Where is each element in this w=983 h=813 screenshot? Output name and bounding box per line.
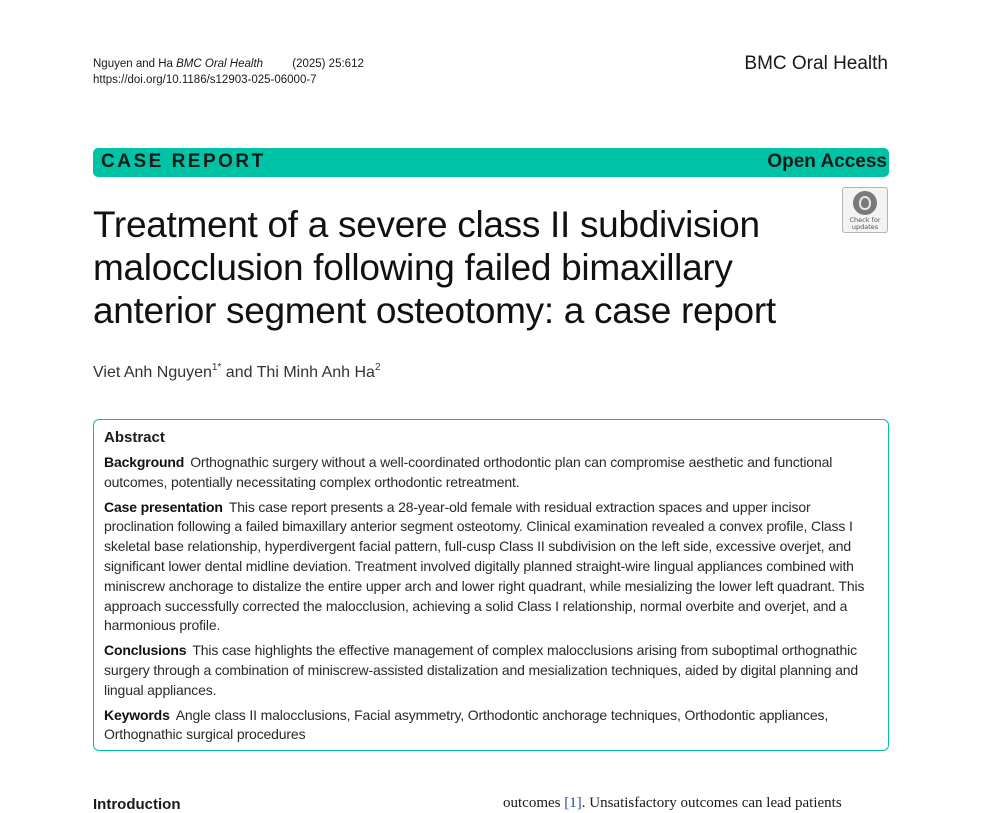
introduction-heading: Introduction	[93, 796, 181, 813]
citation-meta	[93, 56, 364, 88]
article-title: Treatment of a severe class II subdivision malocclusion following failed bimaxillary anterior segment osteotomy: a case report	[93, 204, 776, 331]
author-affiliation: 2	[374, 362, 381, 373]
intro-text-rest: . Unsatisfactory outcomes can lead patients	[581, 795, 842, 811]
journal-italic: BMC Oral Health	[176, 58, 264, 70]
background-text: Orthognathic surgery without a well-coordinated orthodontic plan can compromise aesthetic and functional outcomes, potentially necessitating complex orthodontic retreatment.	[104, 454, 833, 490]
author-list	[93, 362, 381, 382]
conclusions-text: This case highlights the effective management of complex malocclusions arising from suboptimal orthognathic surgery through a combination of miniscrew-assisted distalization and mesialization techniques, aided by digital planning and lingual appliances.	[104, 642, 859, 698]
check-for-updates-icon	[853, 191, 877, 215]
reference-link[interactable]: [1]	[564, 795, 582, 811]
abstract-box	[93, 419, 889, 751]
doi-link[interactable]: https://doi.org/10.1186/s12903-025-06000-7	[93, 74, 317, 86]
author-affiliation: 1*	[211, 362, 222, 373]
article-type-banner	[93, 148, 889, 177]
keywords-text: Angle class II malocclusions, Facial asymmetry, Orthodontic anchorage techniques, Orthodontic appliances, Orthognathic surgical procedures	[104, 706, 829, 743]
keywords-label: Keywords	[104, 706, 170, 723]
case-presentation-label: Case presentation	[104, 498, 223, 515]
article-type: CASE REPORT	[101, 151, 266, 172]
author-name[interactable]: Thi Minh Anh Ha	[256, 364, 375, 381]
author-name[interactable]: Viet Anh Nguyen	[93, 364, 212, 381]
introduction-text-col2	[503, 795, 889, 812]
check-for-updates-button[interactable]	[842, 187, 888, 233]
author-joiner: and	[221, 364, 257, 381]
intro-text-start: outcomes	[503, 795, 565, 811]
abstract-conclusions	[104, 641, 878, 700]
check-for-updates-label: Check for updates	[849, 216, 881, 231]
abstract-case-presentation	[104, 498, 878, 637]
abstract-keywords	[104, 706, 878, 746]
case-presentation-text: This case report presents a 28-year-old female with residual extraction spaces and upper incisor proclination following a failed bimaxillary anterior segment osteotomy. Clinical examination revealed a convex profile, Class I skeletal base relationship, hyperdivergent facial pattern, full-cusp Class II subdivision on the left side, excessive overjet, and significant lower dental midline deviation. Treatment involved digitally planned straight-wire lingual appliances combined with miniscrew anchorage to distalize the entire upper arch and lower right quadrant, while mesializing the lower left quadrant. This approach successfully corrected the malocclusion, achieving a solid Class I relationship, normal overbite and overjet, and a harmonious profile.	[104, 498, 865, 634]
open-access-label: Open Access	[767, 151, 887, 172]
journal-name: BMC Oral Health	[744, 53, 888, 74]
abstract-heading: Abstract	[104, 429, 165, 446]
background-label: Background	[104, 454, 185, 470]
conclusions-label: Conclusions	[104, 642, 187, 659]
short-authors: Nguyen and Ha	[93, 58, 173, 70]
year-volume: (2025) 25:612	[292, 58, 364, 70]
abstract-background	[104, 453, 878, 493]
